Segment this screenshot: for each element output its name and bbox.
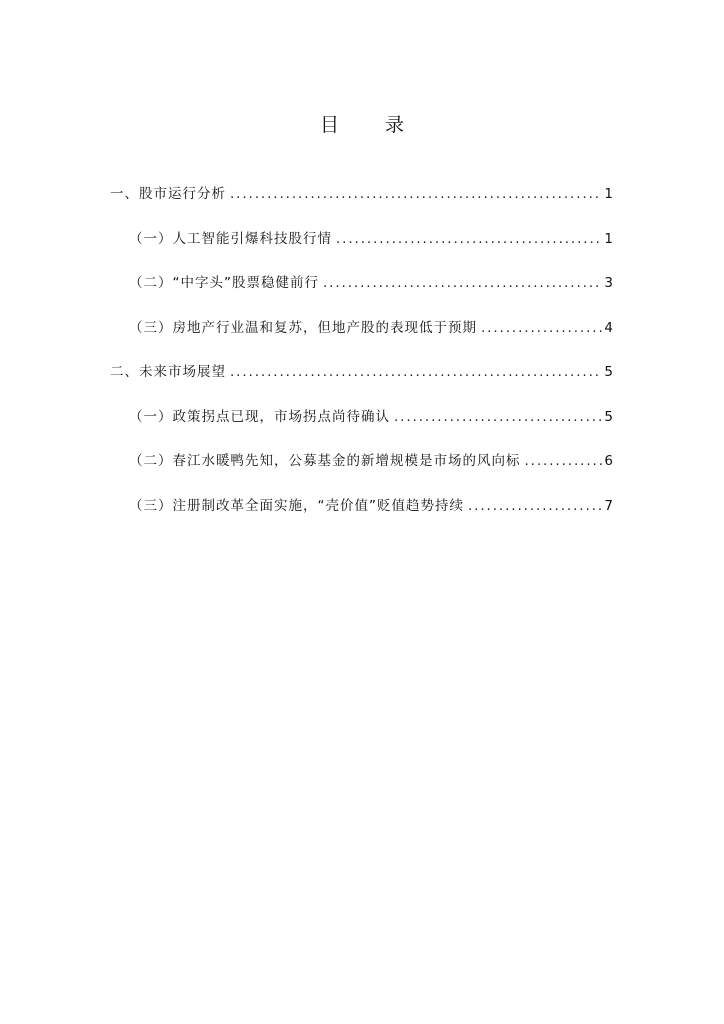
toc-page-number: 1 [604,186,613,202]
toc-dot-leader [230,186,602,202]
toc-dot-leader [468,498,602,514]
toc-entry-text: （二）“中字头”股票稳健前行 [129,275,319,291]
toc-entry-1-2[interactable] [110,271,613,316]
toc-entry-1[interactable] [110,182,613,227]
toc-entry-text: （一）人工智能引爆科技股行情 [129,230,332,247]
toc-entry-text: （三）注册制改革全面实施，“壳价值”贬值趋势持续 [129,497,464,514]
toc-dot-leader [230,364,602,380]
toc-entry-2[interactable] [110,360,613,405]
toc-entry-text: （二）春江水暖鸭先知，公募基金的新增规模是市场的风向标 [129,453,521,469]
table-of-contents [110,182,613,538]
toc-page-number: 3 [604,275,613,291]
toc-title: 目 录 [319,114,425,136]
toc-dot-leader [525,453,603,469]
toc-entry-1-3[interactable] [110,316,613,361]
toc-page-number: 4 [604,319,613,336]
toc-page-number: 5 [604,364,613,380]
toc-entry-text: 二、未来市场展望 [110,364,226,380]
toc-dot-leader [481,320,602,336]
toc-entry-2-3[interactable] [110,494,613,539]
toc-dot-leader [323,275,602,291]
toc-page-number: 5 [604,408,613,425]
toc-page-number: 1 [604,230,613,247]
toc-dot-leader [336,231,602,247]
toc-entry-text: 一、股市运行分析 [110,186,226,202]
toc-page-number: 7 [604,497,613,514]
toc-entry-2-2[interactable] [110,449,613,494]
toc-dot-leader [394,409,602,425]
toc-entry-1-1[interactable] [110,227,613,272]
toc-page-number: 6 [604,453,613,469]
toc-entry-text: （三）房地产行业温和复苏，但地产股的表现低于预期 [129,319,477,336]
toc-entry-text: （一）政策拐点已现，市场拐点尚待确认 [129,408,390,425]
toc-entry-2-1[interactable] [110,405,613,450]
